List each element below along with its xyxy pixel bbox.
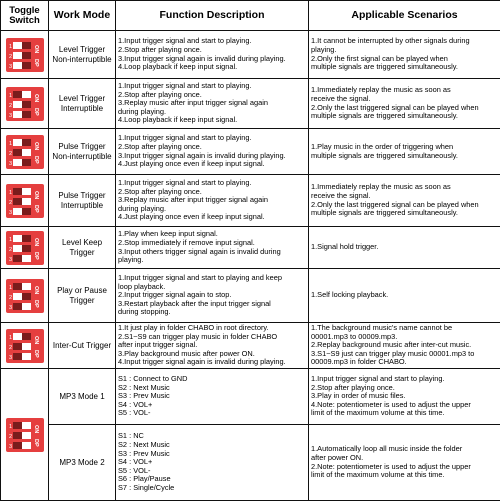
dip-number-label: 3 <box>9 64 12 70</box>
function-description-cell <box>116 369 309 425</box>
dip-knob <box>22 188 31 195</box>
scenario-line: multiple signals are triggered simultaneously. <box>311 209 498 218</box>
dip-number-label: 3 <box>9 113 12 119</box>
dip-number-label: 3 <box>9 444 12 450</box>
toggle-switch-cell <box>1 31 49 79</box>
function-line: 2.Stop after playing once. <box>118 91 306 100</box>
table-row <box>1 79 500 129</box>
dip-knob <box>22 422 31 429</box>
scenario-line: 3.Play in order of music files. <box>311 392 498 401</box>
function-line: 3.Input others trigger signal again is invalid during <box>118 248 306 257</box>
dip-on-label: ON <box>33 45 39 53</box>
applicable-scenarios-cell <box>309 175 500 227</box>
function-line: 3.Input trigger signal again is invalid during playing. <box>118 152 306 161</box>
scenario-line: 1.The background music's name cannot be <box>311 324 498 333</box>
scenario-line: receive the signal. <box>311 192 498 201</box>
function-line: during playing. <box>118 205 306 214</box>
dip-knob <box>13 208 22 215</box>
header-row <box>1 1 500 31</box>
scenario-line: limit of the maximum volume at this time. <box>311 409 498 418</box>
work-mode-cell: MP3 Mode 1 <box>49 369 116 425</box>
dip-number-label: 2 <box>9 434 12 440</box>
function-description-cell <box>116 425 309 501</box>
work-mode-cell: Pulse Trigger Interruptible <box>49 175 116 227</box>
dip-dp-label: DP <box>33 300 39 308</box>
dip-knob <box>13 245 22 252</box>
table-row <box>1 369 500 425</box>
dip-number-label: 2 <box>9 54 12 60</box>
function-line: 2.Input trigger signal again to stop. <box>118 291 306 300</box>
dip-knob <box>22 283 31 290</box>
applicable-scenarios-cell <box>309 79 500 129</box>
scenario-line: 2.Replay background music after inter-cut music. <box>311 341 498 350</box>
dip-number-label: 2 <box>9 345 12 351</box>
dip-on-label: ON <box>33 191 39 199</box>
dip-on-label: ON <box>33 94 39 102</box>
toggle-switch-cell <box>1 369 49 501</box>
function-line: 4.Loop playback if keep input signal. <box>118 116 306 125</box>
work-mode-cell: MP3 Mode 2 <box>49 425 116 501</box>
dip-number-label: 2 <box>9 103 12 109</box>
dip-knob <box>13 139 22 146</box>
function-line: 1.Input trigger signal and start to playing. <box>118 179 306 188</box>
dip-dp-label: DP <box>33 350 39 358</box>
function-line: loop playback. <box>118 283 306 292</box>
dip-switch-icon <box>5 278 45 314</box>
function-description-cell <box>116 323 309 369</box>
applicable-scenarios-cell <box>309 369 500 425</box>
dip-number-label: 1 <box>9 237 12 243</box>
table-row <box>1 129 500 175</box>
dip-switch-icon <box>5 86 45 122</box>
dip-switch-icon <box>5 230 45 266</box>
function-line: 2.Stop after playing once. <box>118 188 306 197</box>
dip-switch-icon <box>5 417 45 453</box>
header-toggle-switch: Toggle Switch <box>1 1 49 31</box>
function-line: 1.Input trigger signal and start to playing. <box>118 134 306 143</box>
scenario-line: 1.It cannot be interrupted by other signals during <box>311 37 498 46</box>
dip-number-label: 3 <box>9 257 12 263</box>
dip-switch-icon <box>5 328 45 364</box>
applicable-scenarios-cell <box>309 227 500 269</box>
scenario-line: 00009.mp3 in folder CHABO. <box>311 358 498 367</box>
toggle-switch-cell <box>1 175 49 227</box>
function-line: S3 : Prev Music <box>118 450 306 459</box>
dip-number-label: 1 <box>9 285 12 291</box>
dip-dp-label: DP <box>33 108 39 116</box>
work-mode-cell: Pulse Trigger Non-interruptible <box>49 129 116 175</box>
scenario-line: receive the signal. <box>311 95 498 104</box>
dip-dp-label: DP <box>33 59 39 67</box>
dip-dp-label: DP <box>33 252 39 260</box>
dip-number-label: 1 <box>9 335 12 341</box>
dip-number-label: 3 <box>9 305 12 311</box>
dip-number-label: 3 <box>9 210 12 216</box>
dip-knob <box>22 149 31 156</box>
dip-dp-label: DP <box>33 156 39 164</box>
scenario-line: 1.Self locking playback. <box>311 291 498 300</box>
table-row <box>1 425 500 501</box>
function-line: 3.Replay music after input trigger signal again <box>118 99 306 108</box>
work-mode-cell: Inter-Cut Trigger <box>49 323 116 369</box>
scenario-line: limit of the maximum volume at this time. <box>311 471 498 480</box>
dip-knob <box>22 198 31 205</box>
function-line: 2.Stop immediately if remove input signal. <box>118 239 306 248</box>
scenario-line: 1.Automatically loop all music inside the folder <box>311 445 498 454</box>
function-line: S2 : Next Music <box>118 441 306 450</box>
table-row <box>1 227 500 269</box>
function-line: 1.Input trigger signal and start to playing and keep <box>118 274 306 283</box>
function-line: 1.Play when keep input signal. <box>118 230 306 239</box>
function-line: S6 : Play/Pause <box>118 475 306 484</box>
dip-on-label: ON <box>33 286 39 294</box>
function-line: 2.Stop after playing once. <box>118 46 306 55</box>
function-line: 4.Just playing once even if keep input signal. <box>118 160 306 169</box>
scenario-line: multiple signals are triggered simultaneously. <box>311 63 498 72</box>
applicable-scenarios-cell <box>309 129 500 175</box>
function-line: S7 : Single/Cycle <box>118 484 306 493</box>
function-line: 3.Replay music after input trigger signal again <box>118 196 306 205</box>
dip-dp-label: DP <box>33 205 39 213</box>
function-line: S3 : Prev Music <box>118 392 306 401</box>
function-line: 3.Restart playback after the input trigger signal <box>118 300 306 309</box>
function-line: S5 : VOL- <box>118 467 306 476</box>
work-mode-cell: Level Keep Trigger <box>49 227 116 269</box>
dip-knob <box>13 159 22 166</box>
function-line: after input trigger signal. <box>118 341 306 350</box>
scenario-line: 2.Only the last triggered signal can be played when <box>311 201 498 210</box>
function-line: S1 : Connect to GND <box>118 375 306 384</box>
dip-switch-icon <box>5 37 45 73</box>
function-line: playing. <box>118 256 306 265</box>
scenario-line: 1.Play music in the order of triggering when <box>311 143 498 152</box>
header-work-mode: Work Mode <box>49 1 116 31</box>
dip-on-label: ON <box>33 336 39 344</box>
table-row <box>1 323 500 369</box>
dip-number-label: 1 <box>9 141 12 147</box>
function-description-cell <box>116 227 309 269</box>
scenario-line: 1.Immediately replay the music as soon as <box>311 86 498 95</box>
table-row <box>1 31 500 79</box>
dip-switch-icon <box>5 134 45 170</box>
function-line: 4.Just playing once even if keep input signal. <box>118 213 306 222</box>
dip-number-label: 3 <box>9 355 12 361</box>
dip-number-label: 2 <box>9 295 12 301</box>
scenario-line: after power ON. <box>311 454 498 463</box>
scenario-line: 1.Signal hold trigger. <box>311 243 498 252</box>
applicable-scenarios-cell <box>309 425 500 501</box>
scenario-line: 2.Stop after playing once. <box>311 384 498 393</box>
dip-on-label: ON <box>33 238 39 246</box>
dip-number-label: 1 <box>9 424 12 430</box>
dip-number-label: 1 <box>9 190 12 196</box>
function-description-cell <box>116 175 309 227</box>
function-line: 3.Input trigger signal again is invalid during playing. <box>118 55 306 64</box>
scenario-line: 4.Note: potentiometer is used to adjust the upper <box>311 401 498 410</box>
dip-knob <box>22 91 31 98</box>
function-line: 4.Loop playback if keep input signal. <box>118 63 306 72</box>
toggle-switch-cell <box>1 269 49 323</box>
table-row <box>1 269 500 323</box>
dip-knob <box>13 333 22 340</box>
function-line: 2.Stop after playing once. <box>118 143 306 152</box>
dip-number-label: 2 <box>9 200 12 206</box>
function-line: 3.Play background music after power ON. <box>118 350 306 359</box>
header-function-description: Function Description <box>116 1 309 31</box>
function-line: 1.It just play in folder CHABO in root directory. <box>118 324 306 333</box>
work-mode-cell: Level Trigger Non-interruptible <box>49 31 116 79</box>
function-line: S5 : VOL- <box>118 409 306 418</box>
scenario-line: 1.Immediately replay the music as soon as <box>311 183 498 192</box>
toggle-switch-cell <box>1 323 49 369</box>
table-row <box>1 175 500 227</box>
dip-knob <box>13 111 22 118</box>
function-description-cell <box>116 269 309 323</box>
function-line: S4 : VOL+ <box>118 458 306 467</box>
toggle-switch-cell <box>1 227 49 269</box>
function-line: during stopping. <box>118 308 306 317</box>
dip-switch-icon <box>5 183 45 219</box>
toggle-switch-cell <box>1 79 49 129</box>
function-line: 4.Input trigger signal again is invalid during playing. <box>118 358 306 367</box>
dip-knob <box>13 101 22 108</box>
dip-dp-label: DP <box>33 439 39 447</box>
dip-knob <box>22 432 31 439</box>
dip-knob <box>22 343 31 350</box>
function-description-cell <box>116 79 309 129</box>
dip-knob <box>13 42 22 49</box>
dip-number-label: 2 <box>9 247 12 253</box>
applicable-scenarios-cell <box>309 31 500 79</box>
function-line: S2 : Next Music <box>118 384 306 393</box>
toggle-switch-cell <box>1 129 49 175</box>
scenario-line: 2.Only the first signal can be played when <box>311 55 498 64</box>
dip-knob <box>22 255 31 262</box>
dip-knob <box>13 293 22 300</box>
scenario-line: 3.S1~S9 just can trigger play music 00001.mp3 to <box>311 350 498 359</box>
scenario-line: 2.Note: potentiometer is used to adjust the upper <box>311 463 498 472</box>
dip-knob <box>22 442 31 449</box>
function-line: 1.Input trigger signal and start to playing. <box>118 37 306 46</box>
dip-number-label: 1 <box>9 44 12 50</box>
function-line: 2.S1~S9 can trigger play music in folder CHABO <box>118 333 306 342</box>
applicable-scenarios-cell <box>309 269 500 323</box>
scenario-line: playing. <box>311 46 498 55</box>
dip-knob <box>13 52 22 59</box>
function-line: S1 : NC <box>118 432 306 441</box>
function-line: during playing. <box>118 108 306 117</box>
work-mode-cell: Level Trigger Interruptible <box>49 79 116 129</box>
header-applicable-scenarios: Applicable Scenarios <box>309 1 500 31</box>
dip-knob <box>22 303 31 310</box>
scenario-line: multiple signals are triggered simultaneously. <box>311 152 498 161</box>
dip-number-label: 2 <box>9 151 12 157</box>
scenario-line: 00001.mp3 to 00009.mp3. <box>311 333 498 342</box>
dip-knob <box>13 62 22 69</box>
dip-on-label: ON <box>33 425 39 433</box>
function-description-cell <box>116 31 309 79</box>
dip-number-label: 3 <box>9 161 12 167</box>
applicable-scenarios-cell <box>309 323 500 369</box>
scenario-line: multiple signals are triggered simultaneously. <box>311 112 498 121</box>
dip-knob <box>13 235 22 242</box>
function-line: S4 : VOL+ <box>118 401 306 410</box>
scenario-line: 2.Only the last triggered signal can be played when <box>311 104 498 113</box>
work-mode-cell: Play or Pause Trigger <box>49 269 116 323</box>
function-line: 1.Input trigger signal and start to playing. <box>118 82 306 91</box>
dip-on-label: ON <box>33 142 39 150</box>
function-description-cell <box>116 129 309 175</box>
dip-knob <box>22 353 31 360</box>
dip-number-label: 1 <box>9 93 12 99</box>
scenario-line: 1.Input trigger signal and start to playing. <box>311 375 498 384</box>
